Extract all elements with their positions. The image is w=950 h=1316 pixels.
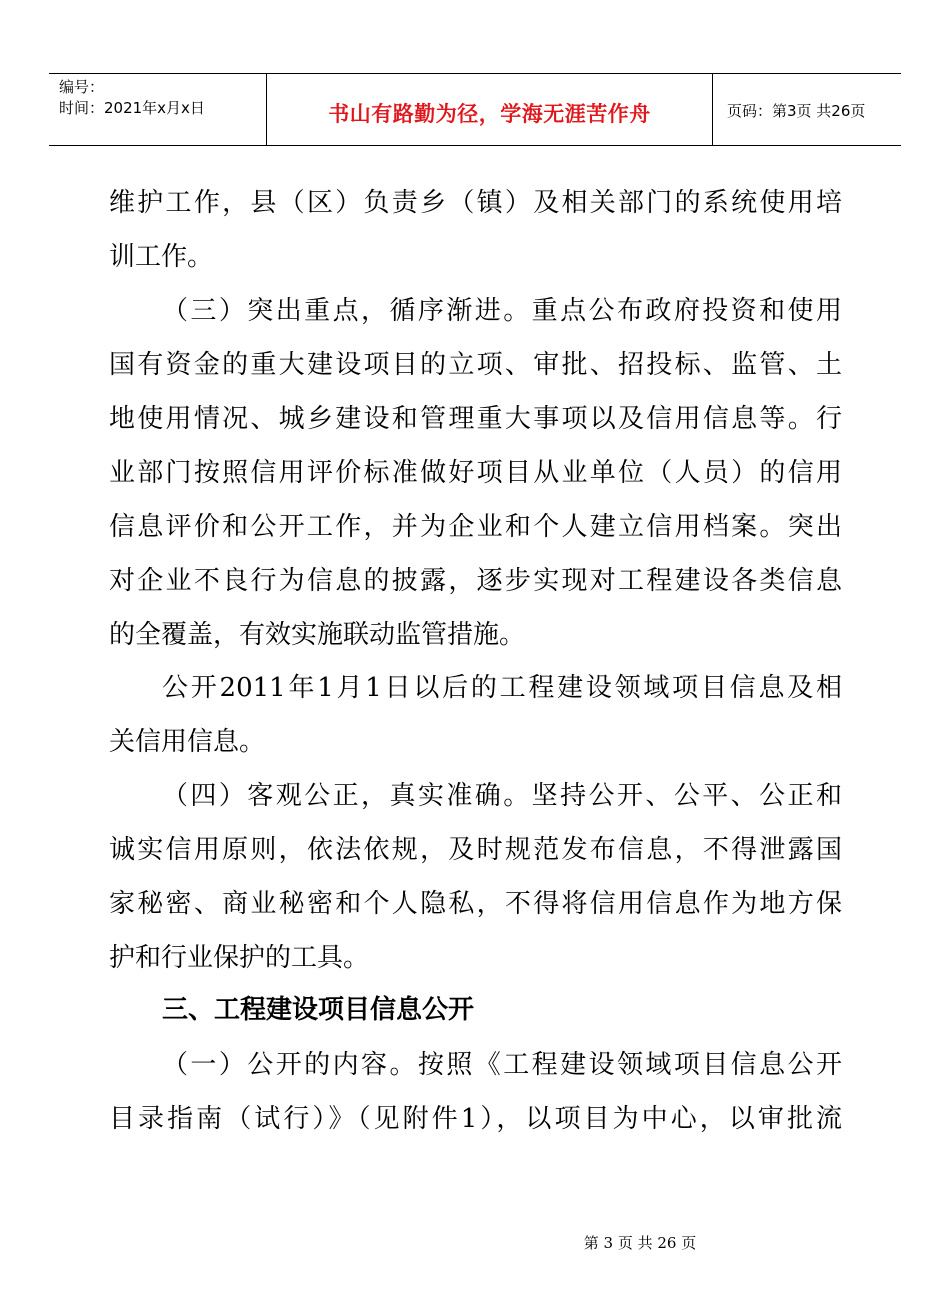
body-line: 护和行业保护的工具。	[109, 943, 370, 973]
paragraph-heading-3: （三）突出重点，循序渐进。重点公布政府投资和使用	[162, 296, 842, 326]
section-heading: 三、工程建设项目信息公开	[162, 995, 475, 1025]
header-meta-cell	[49, 74, 267, 145]
body-line: 公开2011年1月1日以后的工程建设领域项目信息及相	[162, 673, 842, 703]
document-time-label: 时间：2021年x月x日	[59, 99, 205, 117]
header-page-cell	[713, 74, 901, 145]
paragraph-heading-4: （四）客观公正，真实准确。坚持公开、公平、公正和	[162, 781, 842, 811]
header-motto: 书山有路勤为径，学海无涯苦作舟	[328, 102, 651, 126]
document-number-label: 编号：	[59, 78, 105, 96]
body-line: 维护工作，县（区）负责乡（镇）及相关部门的系统使用培	[109, 188, 842, 218]
header-page-label: 页码：第3页 共26页	[727, 102, 866, 120]
document-header	[49, 73, 901, 146]
body-line: 对企业不良行为信息的披露，逐步实现对工程建设各类信息	[109, 566, 842, 596]
body-line: 训工作。	[109, 242, 214, 272]
body-line: 业部门按照信用评价标准做好项目从业单位（人员）的信用	[109, 458, 842, 488]
body-line: 信息评价和公开工作，并为企业和个人建立信用档案。突出	[109, 512, 842, 542]
body-line: 关信用信息。	[109, 727, 266, 757]
footer-page-number: 第 3 页 共 26 页	[583, 1234, 697, 1252]
body-line: 目录指南（试行）》（见附件1），以项目为中心，以审批流	[109, 1104, 842, 1134]
page-footer	[0, 1232, 950, 1253]
body-line: 的全覆盖，有效实施联动监管措施。	[109, 620, 526, 650]
body-line: 家秘密、商业秘密和个人隐私，不得将信用信息作为地方保	[109, 889, 842, 919]
body-line: 国有资金的重大建设项目的立项、审批、招投标、监管、土	[109, 350, 842, 380]
paragraph-heading-1: （一）公开的内容。按照《工程建设领域项目信息公开	[162, 1050, 842, 1080]
body-line: 地使用情况、城乡建设和管理重大事项以及信用信息等。行	[109, 404, 842, 434]
body-line: 诚实信用原则，依法依规，及时规范发布信息，不得泄露国	[109, 835, 842, 865]
header-motto-cell	[267, 74, 713, 145]
